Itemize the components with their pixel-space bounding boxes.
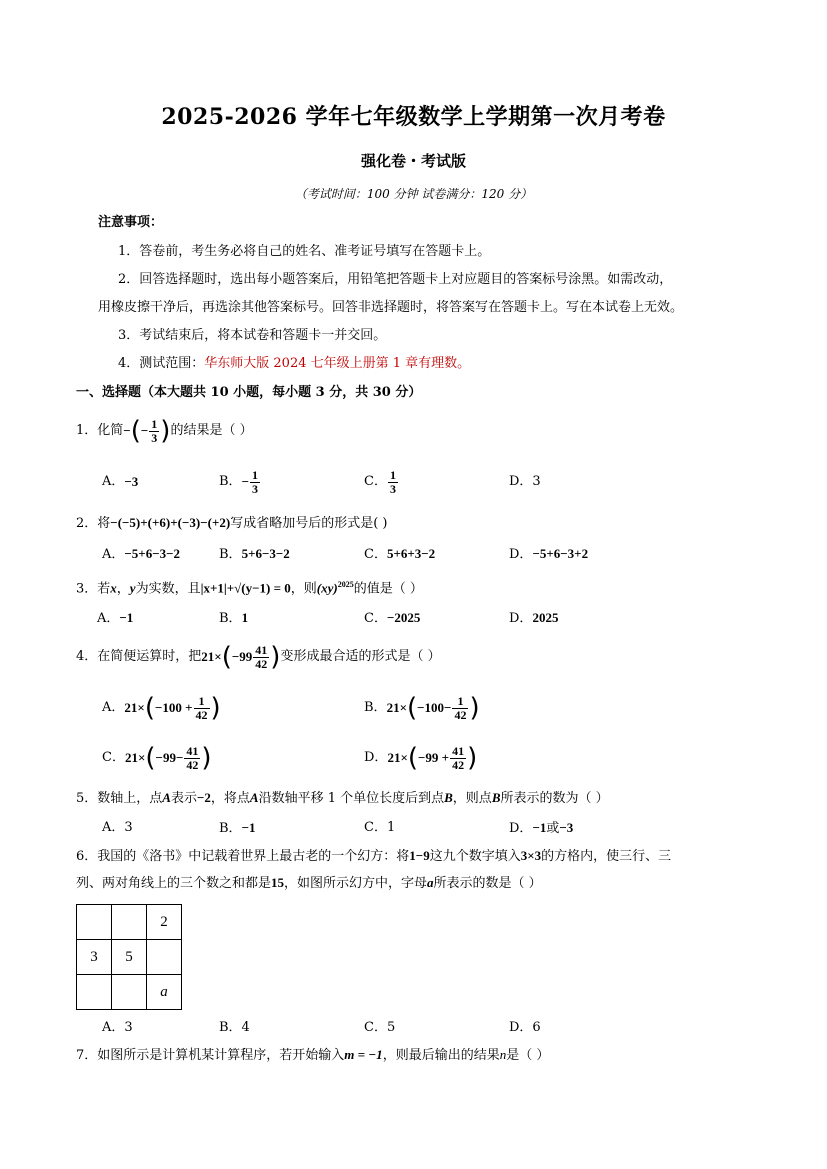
- q4-tail: 变形成最合适的形式是（ ）: [280, 649, 441, 664]
- q3-mid: 为实数，且: [135, 581, 201, 597]
- q2-b-value: 5+6−3−2: [241, 546, 290, 561]
- q3-prefix: 3．若: [76, 581, 111, 597]
- q2-option-c[interactable]: [364, 545, 435, 564]
- q4-prefix: 4．在简便运算时，把: [76, 649, 202, 664]
- q5-point-a-2: A: [249, 790, 259, 805]
- q4-whole: −99: [231, 649, 253, 664]
- q4-frac-den: 42: [255, 656, 268, 671]
- q1-fraction: [149, 418, 159, 445]
- q1-c-num: 1: [389, 467, 396, 482]
- q3-condition: |x+1|+√(y−1) = 0: [200, 580, 291, 596]
- exam-info: （考试时间：100 分钟 试卷满分：120 分）: [294, 187, 533, 201]
- q4-d-fraction: [450, 745, 466, 772]
- q2-d-value: −5+6−3+2: [532, 546, 589, 561]
- magic-square-row: [77, 940, 182, 975]
- q1-option-a[interactable]: [102, 465, 138, 499]
- q3-b-value: 1: [241, 610, 249, 625]
- q4-c-fraction: [184, 745, 200, 772]
- q6-option-c[interactable]: C．5: [364, 1020, 396, 1035]
- q6-line2-a: 列、两对角线上的三个数之和都是: [76, 876, 272, 891]
- q4-a-num: 1: [198, 693, 205, 708]
- q3-exponent: 2025: [337, 580, 354, 589]
- q4-a-whole: −100 +: [154, 700, 193, 715]
- q1-option-c[interactable]: [364, 465, 399, 499]
- q5-text-e: ，则点: [452, 791, 492, 806]
- notice-item-4: [118, 355, 470, 373]
- q4-a-lparen: (: [144, 693, 155, 723]
- page-subtitle: 强化卷・考试版: [360, 152, 466, 170]
- q5-point-b-2: B: [491, 790, 501, 805]
- q1-right-paren: ): [160, 416, 171, 446]
- q4-c-whole: −99−: [155, 750, 184, 765]
- q2-option-d[interactable]: [509, 545, 588, 564]
- q1-frac-den: 3: [151, 430, 158, 445]
- q3-option-b[interactable]: [219, 609, 248, 628]
- magic-square-row: [77, 905, 182, 940]
- q4-d-label: D．: [364, 750, 388, 765]
- q4-c-lparen: (: [145, 743, 156, 773]
- q4-a-den: 42: [195, 707, 208, 722]
- q1-minus: −: [123, 423, 131, 438]
- q1-left-paren: (: [130, 416, 141, 446]
- question-4: [76, 637, 441, 677]
- q5-text-f: 所表示的数为（ ）: [500, 791, 609, 806]
- q6-option-a[interactable]: A．3: [102, 1020, 133, 1035]
- q3-option-d[interactable]: [509, 609, 558, 628]
- q4-left-paren: (: [221, 642, 232, 672]
- magic-square-cell: a: [147, 975, 182, 1010]
- q1-frac-num: 1: [151, 416, 158, 431]
- q7-expression: m = −1: [344, 1047, 383, 1062]
- q4-frac-num: 41: [255, 642, 268, 657]
- q1-a-label: A．: [102, 474, 125, 489]
- q3-y: y: [129, 580, 136, 596]
- q4-d-den: 42: [452, 757, 465, 772]
- question-7: [76, 1046, 549, 1065]
- question-6-line-2: [76, 874, 542, 893]
- notice-item-4-scope: 华东师大版 2024 七年级上册第 1 章有理数。: [204, 356, 471, 371]
- q4-a-rparen: ): [210, 693, 221, 723]
- magic-square-cell: [147, 940, 182, 975]
- magic-square-cell: 2: [147, 905, 182, 940]
- q4-a-lead: 21×: [124, 700, 145, 715]
- magic-square-cell: [112, 905, 147, 940]
- q5-text-a: 5．数轴上，点: [76, 791, 163, 806]
- magic-square-cell: [112, 975, 147, 1010]
- q4-c-lead: 21×: [124, 750, 146, 765]
- q5-b-value: −1: [241, 820, 256, 835]
- page-title: 2025-2026 学年七年级数学上学期第一次月考卷: [161, 104, 666, 130]
- q4-c-num: 41: [186, 743, 199, 758]
- q2-b-label: B．: [219, 547, 242, 562]
- q6-line2-b: ，如图所示幻方中，字母: [284, 876, 428, 891]
- q6-range: 1−9: [409, 848, 430, 863]
- q3-option-c[interactable]: [364, 609, 420, 628]
- q6-letter: a: [427, 875, 434, 890]
- q3-d-value: 2025: [532, 610, 559, 625]
- q2-expression: −(−5)+(+6)+(−3)−(+2): [110, 515, 231, 530]
- magic-square-cell: 5: [112, 940, 147, 975]
- q6-line1-a: 6．我国的《洛书》中记载着世界上最古老的一个幻方：将: [76, 849, 410, 864]
- q1-a-value: −3: [124, 474, 139, 489]
- q4-b-lead: 21×: [386, 700, 407, 715]
- q4-a-label: A．: [102, 700, 125, 715]
- q5-option-d[interactable]: [509, 819, 573, 838]
- q2-d-label: D．: [509, 547, 533, 562]
- magic-square-cell: [77, 975, 112, 1010]
- q5-d-label: D．: [509, 821, 533, 836]
- q4-right-paren: ): [270, 642, 281, 672]
- q3-expression: (xy): [316, 580, 338, 596]
- q6-option-d[interactable]: D．6: [509, 1020, 541, 1035]
- q3-b-label: B．: [219, 611, 242, 626]
- q2-a-label: A．: [102, 547, 125, 562]
- q4-a-fraction: [194, 695, 210, 722]
- q3-option-a[interactable]: [97, 609, 133, 628]
- q4-option-c[interactable]: [102, 738, 212, 778]
- q7-text-a: 7．如图所示是计算机某计算程序，若开始输入: [76, 1048, 345, 1063]
- q4-d-lead: 21×: [387, 750, 408, 765]
- q4-option-d[interactable]: [364, 738, 477, 778]
- q4-b-fraction: [452, 695, 468, 722]
- q4-c-label: C．: [102, 750, 125, 765]
- q4-b-den: 42: [454, 707, 467, 722]
- q2-option-a[interactable]: [102, 545, 180, 564]
- q5-option-c[interactable]: C．1: [364, 820, 396, 835]
- q5-option-b[interactable]: [219, 819, 255, 838]
- q4-c-den: 42: [186, 757, 199, 772]
- q5-b-label: B．: [219, 821, 242, 836]
- q4-b-whole: −100−: [417, 700, 452, 715]
- q6-size: 3×3: [520, 848, 542, 863]
- q2-prefix: 2．将: [76, 516, 111, 531]
- question-2: [76, 514, 387, 533]
- q4-lead: 21×: [201, 649, 222, 664]
- q3-c-value: −2025: [386, 610, 421, 625]
- notice-item-2a: 2．回答选择题时，选出每小题答案后，用铅笔把答题卡上对应题目的答案标号涂黑。如需改动，: [118, 272, 673, 287]
- q1-b-num: 1: [251, 467, 258, 482]
- question-6-line-1: [76, 847, 671, 866]
- q6-option-b[interactable]: B．4: [219, 1020, 250, 1035]
- q1-tail: 的结果是（ ）: [170, 423, 253, 438]
- q4-option-a[interactable]: [102, 688, 221, 728]
- q1-b-label: B．: [219, 474, 242, 489]
- q3-a-label: A．: [97, 611, 120, 626]
- q5-d-or: 或: [546, 821, 560, 836]
- q4-c-rparen: ): [201, 743, 212, 773]
- q3-d-label: D．: [509, 611, 533, 626]
- q5-text-b: 表示: [170, 791, 197, 806]
- q1-option-d[interactable]: D．3: [509, 474, 541, 489]
- q7-n: n: [499, 1047, 507, 1062]
- q6-line2-c: 所表示的数是（ ）: [433, 876, 542, 891]
- question-1: [76, 412, 253, 450]
- q4-b-lparen: (: [406, 693, 418, 723]
- q5-point-a: A: [162, 790, 171, 805]
- q7-text-c: 是（ ）: [506, 1048, 550, 1063]
- q3-a-value: −1: [119, 610, 134, 625]
- q3-c-label: C．: [364, 611, 387, 626]
- q4-b-rparen: ): [469, 693, 480, 723]
- q1-c-fraction: [388, 469, 398, 496]
- q2-tail: 写成省略加号后的形式是( ): [230, 516, 388, 531]
- q1-c-den: 3: [389, 481, 396, 496]
- q1-option-b[interactable]: [219, 465, 261, 499]
- q4-d-lparen: (: [407, 743, 419, 773]
- q2-c-value: 5+6+3−2: [386, 546, 436, 561]
- q1-number: 1．化简: [76, 423, 124, 438]
- q5-point-b: B: [444, 790, 453, 805]
- q5-value: −2: [196, 790, 211, 805]
- q4-option-b[interactable]: [364, 688, 480, 728]
- q3-tail: 的值是（ ）: [353, 581, 423, 597]
- q4-b-num: 1: [457, 693, 464, 708]
- q4-b-label: B．: [364, 700, 387, 715]
- notice-item-2b: 用橡皮擦干净后，再选涂其他答案标号。回答非选择题时，将答案写在答题卡上。写在本试卷上无效。: [98, 300, 684, 315]
- q3-sep: ，: [116, 581, 130, 597]
- magic-square: [76, 904, 182, 1010]
- q4-d-rparen: ): [467, 743, 478, 773]
- q1-b-den: 3: [251, 481, 258, 496]
- q1-inner-minus: −: [140, 423, 149, 438]
- q4-fraction: [253, 644, 269, 671]
- q4-d-num: 41: [452, 743, 465, 758]
- magic-square-cell: [77, 905, 112, 940]
- q2-option-b[interactable]: [219, 545, 290, 564]
- q2-a-value: −5+6−3−2: [124, 546, 181, 561]
- notice-item-1: 1．答卷前，考生务必将自己的姓名、准考证号填写在答题卡上。: [118, 244, 491, 259]
- notice-item-4-prefix: 4．测试范围：: [118, 356, 205, 371]
- q5-d-value-2: −3: [559, 820, 574, 835]
- q6-line1-b: 这九个数字填入: [429, 849, 521, 864]
- q5-text-d: 沿数轴平移 1 个单位长度后到点: [258, 791, 445, 806]
- q7-text-b: ，则最后输出的结果: [382, 1048, 500, 1063]
- q5-d-value: −1: [532, 820, 547, 835]
- q3-x: x: [110, 580, 117, 596]
- q5-option-a[interactable]: A．3: [102, 820, 133, 835]
- q4-d-whole: −99 +: [418, 750, 450, 765]
- q1-b-fraction: [250, 469, 260, 496]
- q6-sum: 15: [271, 875, 285, 890]
- magic-square-row: [77, 975, 182, 1010]
- magic-square-cell: 3: [77, 940, 112, 975]
- q1-b-minus: −: [241, 474, 249, 489]
- q1-c-label: C．: [364, 474, 387, 489]
- section-heading: 一、选择题（本大题共 10 小题，每小题 3 分，共 30 分）: [76, 385, 422, 400]
- question-5: [76, 789, 609, 808]
- q6-line1-c: 的方格内，使三行、三: [541, 849, 672, 864]
- notice-heading: 注意事项：: [98, 215, 164, 230]
- question-3: [76, 576, 423, 598]
- q2-c-label: C．: [364, 547, 387, 562]
- q5-text-c: ，将点: [210, 791, 250, 806]
- q3-then: ，则: [290, 581, 317, 597]
- notice-item-3: 3．考试结束后，将本试卷和答题卡一并交回。: [118, 328, 387, 343]
